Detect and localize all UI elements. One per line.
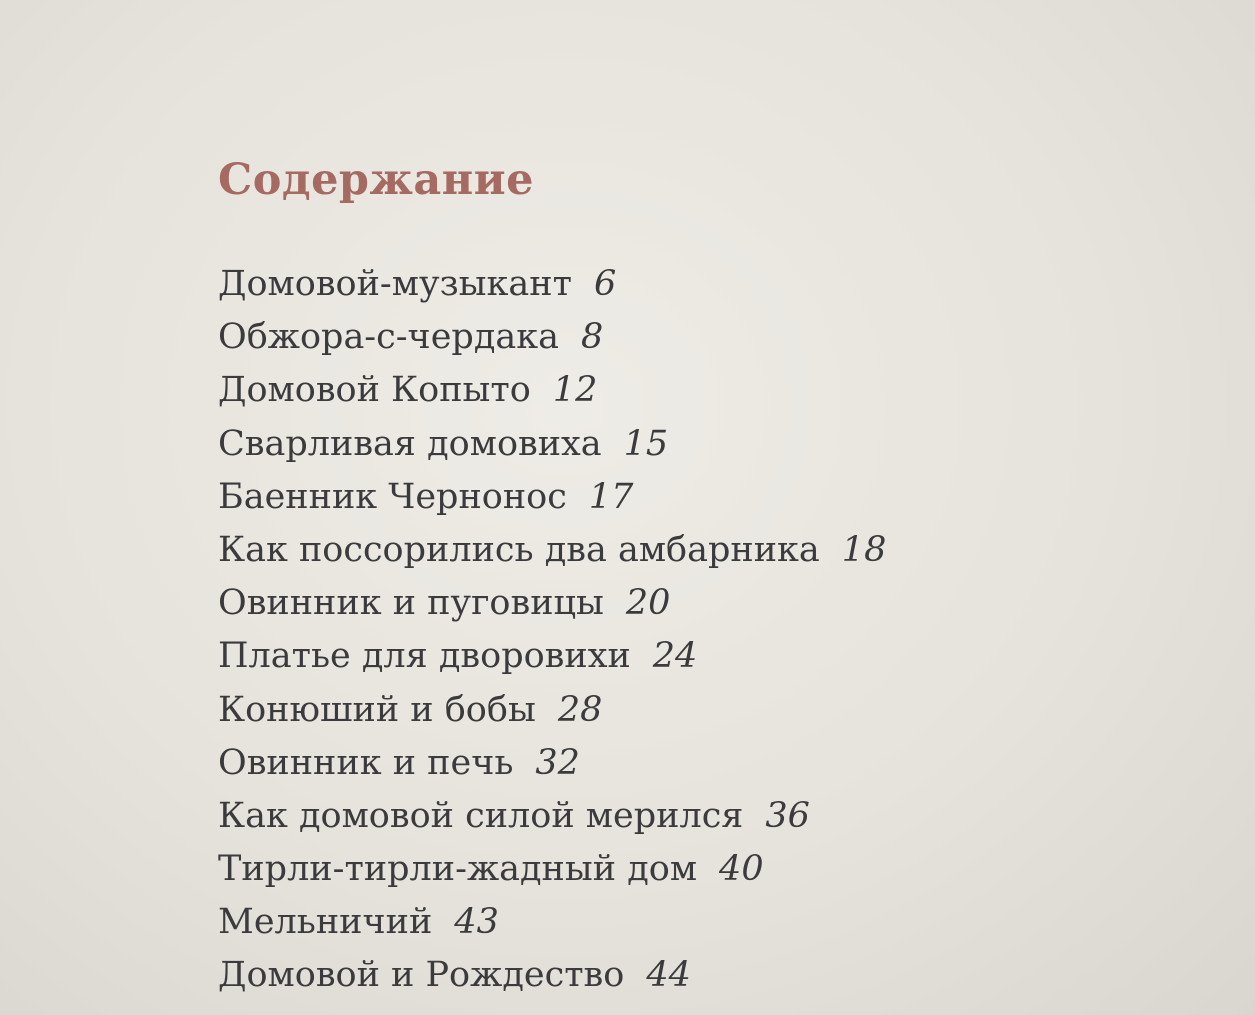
toc-item-title: Домовой и Рождество [218,955,625,996]
toc-item-page: 44 [646,955,691,996]
toc-item [218,896,886,949]
toc-item-page: 40 [719,849,764,890]
toc-item-title: Тирли-тирли-жадный дом [218,849,698,890]
toc-item [218,258,886,311]
toc-item-page: 15 [623,423,669,464]
toc-item-page: 18 [841,529,887,570]
toc-item-page: 8 [580,317,604,358]
toc-item-title: Овинник и печь [218,742,514,783]
toc-list [218,258,886,1003]
toc-item-title: Обжора-с-чердака [218,317,559,358]
toc-item [218,684,886,737]
toc-item-title: Как домовой силой мерился [218,795,744,836]
toc-item-page: 28 [557,689,603,730]
toc-item-page: 24 [652,636,698,677]
toc-item [218,524,886,577]
toc-item [218,949,886,1002]
toc-item-title: Мельничий [218,902,433,943]
toc-item-title: Сварливая домовиха [218,423,602,464]
toc-item [218,418,886,471]
toc-item [218,737,886,790]
toc-item-page: 12 [552,370,598,411]
toc-item-page: 20 [625,583,671,624]
toc-item [218,790,886,843]
toc-item-title: Баенник Черноноc [218,476,567,517]
toc-item [218,843,886,896]
toc-item-title: Платье для дворовихи [218,636,631,677]
toc-item [218,577,886,630]
toc-item-title: Конюший и бобы [218,689,536,730]
toc-item-title: Как поссорились два амбарника [218,529,820,570]
toc-item [218,471,886,524]
toc-item [218,364,886,417]
toc-item [218,311,886,364]
toc-item-page: 6 [593,264,617,304]
toc-item-page: 17 [588,476,634,517]
toc-item-title: Домовой Копыто [218,370,531,411]
toc-item-page: 32 [535,742,580,783]
toc-item-title: Домовой-музыкант [218,264,572,304]
toc-item [218,630,886,683]
toc-item-title: Овинник и пуговицы [218,583,604,624]
toc-item-page: 36 [765,795,810,836]
toc-title: Содержание [218,155,534,205]
toc-item-page: 43 [454,902,499,943]
